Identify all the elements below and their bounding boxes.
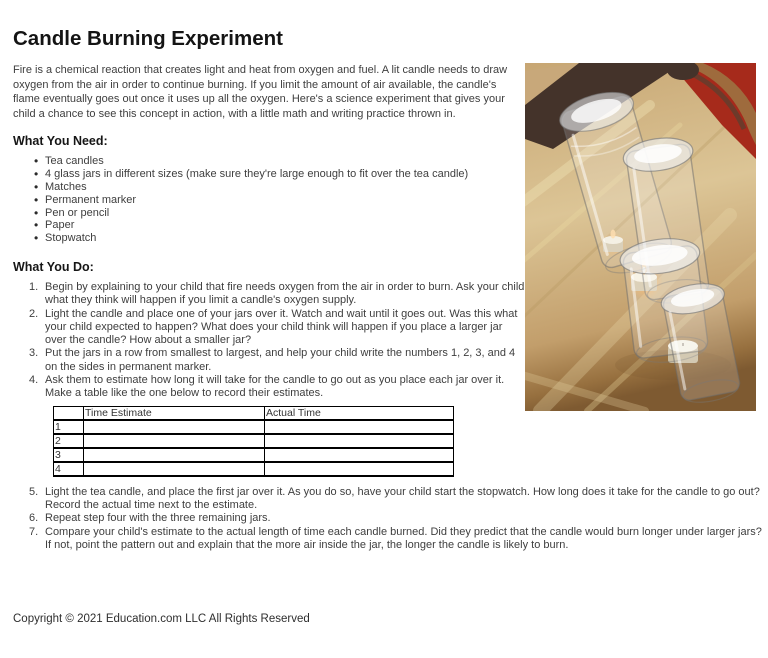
- list-item: [29, 374, 525, 401]
- step-number: 6.: [29, 512, 39, 525]
- intro-paragraph: Fire is a chemical reaction that creates light and heat from oxygen and fuel. A lit candle needs to draw oxygen from the air in order to continue burning. If you limit the amount of air available, the candle's flame eventually goes out once it uses up all the oxygen. Here's a science experiment that gives your child a chance to see this concept in action, with a little math and writing practice thrown in.: [13, 64, 508, 120]
- step-text: Compare your child's estimate to the actual length of time each candle burned. Did they predict that the candle would burn longer under larger jars? If not, point the pattern out and explain that the more air inside the jar, the longer the candle is likely to burn.: [45, 525, 762, 551]
- candle-jars-illustration: [525, 63, 756, 411]
- step-number: 4.: [29, 374, 39, 387]
- step-number: 3.: [29, 347, 39, 360]
- actual-time-cell: [265, 420, 454, 434]
- page-title: Candle Burning Experiment: [13, 27, 283, 50]
- list-item: • Permanent marker: [45, 194, 525, 207]
- row-number-cell: 1: [54, 420, 84, 434]
- list-item: [29, 526, 768, 553]
- step-number: 7.: [29, 525, 39, 538]
- step-number: 2.: [29, 307, 39, 320]
- content-row: [13, 63, 755, 477]
- step-text: Repeat step four with the three remaining jars.: [45, 512, 271, 525]
- actual-time-cell: [265, 434, 454, 448]
- list-item: [29, 308, 525, 348]
- list-item: • Tea candles: [45, 155, 525, 168]
- table-row: [54, 434, 454, 448]
- time-estimate-cell: [84, 420, 265, 434]
- actual-time-cell: [265, 462, 454, 476]
- table-header-row: [54, 406, 454, 420]
- row-number-cell: 3: [54, 448, 84, 462]
- row-number-cell: 4: [54, 462, 84, 476]
- steps-list-5-7: [13, 486, 768, 552]
- step-number: 1.: [29, 280, 39, 293]
- text-column: [13, 63, 525, 477]
- actual-time-cell: [265, 448, 454, 462]
- table-row: [54, 462, 454, 476]
- list-item: • 4 glass jars in different sizes (make sure they're large enough to fit over the tea candle): [45, 168, 525, 181]
- time-estimate-header: Time Estimate: [84, 406, 265, 420]
- list-item: • Stopwatch: [45, 232, 525, 245]
- list-item: [29, 347, 525, 374]
- list-item: • Matches: [45, 181, 525, 194]
- step-text: Ask them to estimate how long it will take for the candle to go out as you place each jar over it. Make a table like the one below to record their estimates.: [45, 374, 505, 400]
- table-row: [54, 420, 454, 434]
- time-estimate-cell: [84, 462, 265, 476]
- list-item: [29, 486, 768, 513]
- step-text: Put the jars in a row from smallest to largest, and help your child write the numbers 1, 2, 3, and 4 on the sides in permanent marker.: [45, 347, 516, 373]
- table-row: [54, 448, 454, 462]
- list-item: [29, 512, 768, 525]
- table-header: [54, 406, 454, 420]
- step-text: Light the candle and place one of your jars over it. Watch and wait until it goes out. Was this what your child expected to happen? What does your child think will happen if you place a larger jar over the candle? How about a smaller jar?: [45, 307, 518, 347]
- time-estimate-cell: [84, 434, 265, 448]
- copyright-notice: Copyright © 2021 Education.com LLC All Rights Reserved: [13, 613, 310, 626]
- corner-header-cell: [54, 406, 84, 420]
- table-body: [54, 420, 454, 476]
- step-text: Light the tea candle, and place the first jar over it. As you do so, have your child start the stopwatch. How long does it take for the candle to go out? Record the actual time next to the estimate.: [45, 485, 760, 511]
- step-text: Begin by explaining to your child that fire needs oxygen from the air in order to burn. Ask your child what they think will happen if you limit a candle's oxygen supply.: [45, 280, 525, 307]
- candle-jars-photo: [525, 63, 756, 411]
- row-number-cell: 2: [54, 434, 84, 448]
- estimate-table: [53, 406, 454, 477]
- list-item: • Paper: [45, 219, 525, 232]
- materials-list: [13, 155, 525, 245]
- what-you-need-heading: What You Need:: [13, 134, 108, 149]
- time-estimate-cell: [84, 448, 265, 462]
- actual-time-header: Actual Time: [265, 406, 454, 420]
- what-you-do-heading: What You Do:: [13, 259, 94, 274]
- list-item: • Pen or pencil: [45, 207, 525, 220]
- list-item: [29, 281, 525, 308]
- steps-list-1-4: [13, 281, 525, 401]
- step-number: 5.: [29, 485, 39, 498]
